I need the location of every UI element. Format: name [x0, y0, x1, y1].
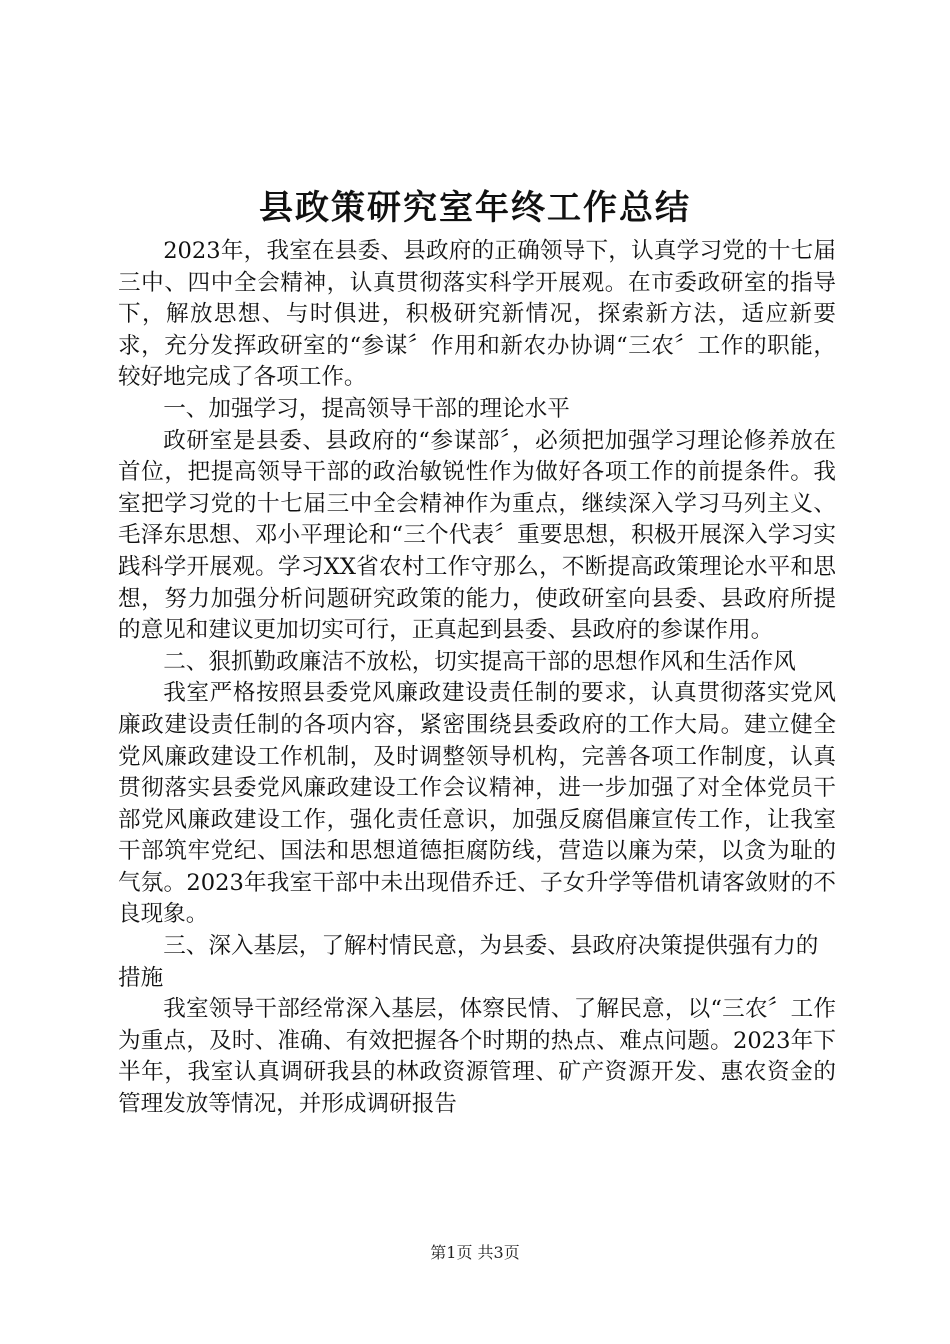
- section-3-heading: 三、深入基层，了解村情民意，为县委、县政府决策提供强有力的措施: [118, 933, 819, 991]
- section-3-paragraph: 我室领导干部经常深入基层，体察民情、了解民意，以“三农〞工作为重点，及时、准确、有效把握各个时期的热点、难点问题。2023年下半年，我室认真调研我县的林政资源管理、矿产资源开发、惠农资金的管理发放等情况，并形成调研报告: [118, 996, 836, 1118]
- section-1-paragraph: 政研室是县委、县政府的“参谋部〞，必须把加强学习理论修养放在首位，把提高领导干部的政治敏锐性作为做好各项工作的前提条件。我室把学习党的十七届三中全会精神作为重点，继续深入学习马列主义、毛泽东思想、邓小平理论和“三个代表〞重要思想，积极开展深入学习实践科学开展观。学习XX省农村工作守那么，不断提高政策理论水平和思想，努力加强分析问题研究政策的能力，使政研室向县委、县政府所提的意见和建议更加切实可行，正真起到县委、县政府的参谋作用。: [118, 427, 836, 644]
- page-number-footer: 第1页 共3页: [430, 1243, 520, 1262]
- section-2-heading: 二、狠抓勤政廉洁不放松，切实提高干部的思想作风和生活作风: [163, 648, 796, 675]
- intro-paragraph: 2023年，我室在县委、县政府的正确领导下，认真学习党的十七届三中、四中全会精神，认真贯彻落实科学开展观。在市委政研室的指导下，解放思想、与时俱进，积极研究新情况，探索新方法，适应新要求，充分发挥政研室的“参谋〞作用和新农办协调“三农〞工作的职能，较好地完成了各项工作。: [118, 238, 836, 391]
- document-title: 县政策研究室年终工作总结: [259, 188, 691, 228]
- section-2-paragraph: 我室严格按照县委党风廉政建设责任制的要求，认真贯彻落实党风廉政建设责任制的各项内容，紧密围绕县委政府的工作大局。建立健全党风廉政建设工作机制，及时调整领导机构，完善各项工作制度，认真贯彻落实县委党风廉政建设工作会议精神，进一步加强了对全体党员干部党风廉政建设工作，强化责任意识，加强反腐倡廉宣传工作，让我室干部筑牢党纪、国法和思想道德拒腐防线，营造以廉为荣，以贪为耻的气氛。2023年我室干部中未出现借乔迁、子女升学等借机请客敛财的不良现象。: [118, 680, 836, 928]
- document-body: [118, 236, 836, 1121]
- section-1-heading: 一、加强学习，提高领导干部的理论水平: [163, 395, 570, 422]
